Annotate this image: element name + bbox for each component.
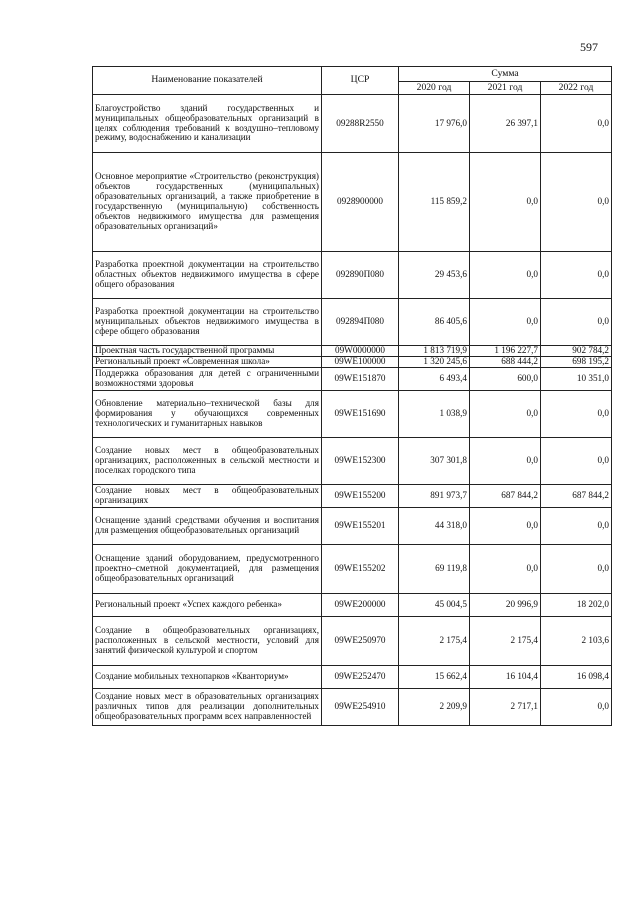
- row-value-2022: 0,0: [541, 508, 612, 545]
- row-code: 09WE152300: [322, 438, 399, 485]
- row-value-2022: 18 202,0: [541, 594, 612, 617]
- row-code: 09WE155202: [322, 545, 399, 594]
- row-value-2021: 20 996,9: [470, 594, 541, 617]
- table-row: [93, 252, 612, 299]
- row-value-2020: 44 318,0: [399, 508, 470, 545]
- table-row: [93, 357, 612, 368]
- row-name: Разработка проектной документации на строительство областных объектов недвижимого имущества в сфере общего образования: [93, 252, 322, 299]
- row-value-2022: 0,0: [541, 252, 612, 299]
- table-row: [93, 666, 612, 689]
- row-value-2020: 15 662,4: [399, 666, 470, 689]
- row-value-2022: 0,0: [541, 545, 612, 594]
- row-value-2020: 29 453,6: [399, 252, 470, 299]
- row-value-2022: 902 784,2: [541, 346, 612, 357]
- row-name: Региональный проект «Успех каждого ребенка»: [93, 594, 322, 617]
- row-value-2022: 0,0: [541, 689, 612, 726]
- header-sum: Сумма: [399, 67, 612, 82]
- table-row: [93, 617, 612, 666]
- row-value-2021: 0,0: [470, 545, 541, 594]
- row-code: 0928900000: [322, 153, 399, 252]
- table-row: [93, 299, 612, 346]
- row-value-2020: 307 301,8: [399, 438, 470, 485]
- row-value-2022: 687 844,2: [541, 485, 612, 508]
- row-name: Оснащение зданий оборудованием, предусмотренного проектно–сметной документацией, для размещения общеобразовательных организаций: [93, 545, 322, 594]
- row-code: 09WE155200: [322, 485, 399, 508]
- table-row: [93, 391, 612, 438]
- row-code: 09WE151690: [322, 391, 399, 438]
- row-value-2021: 600,0: [470, 368, 541, 391]
- row-value-2020: 1 038,9: [399, 391, 470, 438]
- row-value-2022: 0,0: [541, 95, 612, 153]
- row-value-2020: 69 119,8: [399, 545, 470, 594]
- row-value-2021: 2 175,4: [470, 617, 541, 666]
- table-row: [93, 346, 612, 357]
- table-row: [93, 508, 612, 545]
- row-code: 09WE252470: [322, 666, 399, 689]
- table-row: [93, 153, 612, 252]
- row-code: 09WE151870: [322, 368, 399, 391]
- row-code: 09WE200000: [322, 594, 399, 617]
- header-year-2020: 2020 год: [399, 82, 470, 95]
- row-code: 09288R2550: [322, 95, 399, 153]
- table-row: [93, 689, 612, 726]
- row-value-2022: 10 351,0: [541, 368, 612, 391]
- row-name: Создание новых мест в образовательных организациях различных типов для реализации дополнительных общеобразовательных программ всех направленностей: [93, 689, 322, 726]
- row-value-2021: 1 196 227,7: [470, 346, 541, 357]
- row-value-2021: 0,0: [470, 391, 541, 438]
- row-code: 09WE100000: [322, 357, 399, 368]
- row-value-2020: 115 859,2: [399, 153, 470, 252]
- row-value-2020: 1 320 245,6: [399, 357, 470, 368]
- row-value-2020: 6 493,4: [399, 368, 470, 391]
- row-value-2022: 0,0: [541, 391, 612, 438]
- row-value-2022: 0,0: [541, 438, 612, 485]
- row-value-2021: 0,0: [470, 438, 541, 485]
- row-value-2020: 2 175,4: [399, 617, 470, 666]
- header-year-2021: 2021 год: [470, 82, 541, 95]
- table-row: [93, 594, 612, 617]
- row-name: Создание мобильных технопарков «Кванториум»: [93, 666, 322, 689]
- row-name: Оснащение зданий средствами обучения и воспитания для размещения общеобразовательных организаций: [93, 508, 322, 545]
- row-name: Создание новых мест в общеобразовательных организациях, расположенных в сельской местности и поселках городского типа: [93, 438, 322, 485]
- row-code: 09WE250970: [322, 617, 399, 666]
- row-value-2022: 698 195,2: [541, 357, 612, 368]
- row-value-2021: 16 104,4: [470, 666, 541, 689]
- row-value-2021: 2 717,1: [470, 689, 541, 726]
- row-value-2021: 687 844,2: [470, 485, 541, 508]
- row-value-2021: 0,0: [470, 299, 541, 346]
- table-row: [93, 438, 612, 485]
- row-value-2021: 0,0: [470, 252, 541, 299]
- row-value-2021: 688 444,2: [470, 357, 541, 368]
- header-code: ЦСР: [322, 67, 399, 95]
- table-row: [93, 95, 612, 153]
- page-number: 597: [580, 40, 598, 54]
- row-name: Региональный проект «Современная школа»: [93, 357, 322, 368]
- table-body: [93, 95, 612, 726]
- table-row: [93, 368, 612, 391]
- row-value-2020: 45 004,5: [399, 594, 470, 617]
- row-name: Разработка проектной документации на строительство муниципальных объектов недвижимого имущества в сфере общего образования: [93, 299, 322, 346]
- row-name: Проектная часть государственной программы: [93, 346, 322, 357]
- row-value-2021: 26 397,1: [470, 95, 541, 153]
- table-row: [93, 545, 612, 594]
- row-name: Обновление материально–технической базы для формирования у обучающихся современных технологических и гуманитарных навыков: [93, 391, 322, 438]
- row-name: Создание новых мест в общеобразовательных организациях: [93, 485, 322, 508]
- row-code: 092894П080: [322, 299, 399, 346]
- row-value-2021: 0,0: [470, 508, 541, 545]
- row-name: Создание в общеобразовательных организациях, расположенных в сельской местности, условий для занятий физической культурой и спортом: [93, 617, 322, 666]
- row-value-2020: 17 976,0: [399, 95, 470, 153]
- row-value-2020: 891 973,7: [399, 485, 470, 508]
- row-value-2020: 1 813 719,9: [399, 346, 470, 357]
- row-name: Поддержка образования для детей с ограниченными возможностями здоровья: [93, 368, 322, 391]
- row-value-2021: 0,0: [470, 153, 541, 252]
- header-name: Наименование показателей: [93, 67, 322, 95]
- row-value-2022: 16 098,4: [541, 666, 612, 689]
- row-value-2020: 86 405,6: [399, 299, 470, 346]
- row-name: Благоустройство зданий государственных и муниципальных общеобразовательных организаций в целях соблюдения требований к воздушно–тепловому режиму, водоснабжению и канализации: [93, 95, 322, 153]
- row-value-2022: 2 103,6: [541, 617, 612, 666]
- row-value-2020: 2 209,9: [399, 689, 470, 726]
- row-code: 092890П080: [322, 252, 399, 299]
- row-code: 09WE155201: [322, 508, 399, 545]
- row-value-2022: 0,0: [541, 299, 612, 346]
- header-year-2022: 2022 год: [541, 82, 612, 95]
- row-code: 09WE254910: [322, 689, 399, 726]
- row-value-2022: 0,0: [541, 153, 612, 252]
- table-row: [93, 485, 612, 508]
- row-name: Основное мероприятие «Строительство (реконструкция) объектов государственных (муниципальных) образовательных организаций, а также приобретение в государственную (муниципальную) собственность объектов недвижимого имущества для размещения образовательных организаций»: [93, 153, 322, 252]
- row-code: 09W0000000: [322, 346, 399, 357]
- budget-table: [92, 66, 612, 726]
